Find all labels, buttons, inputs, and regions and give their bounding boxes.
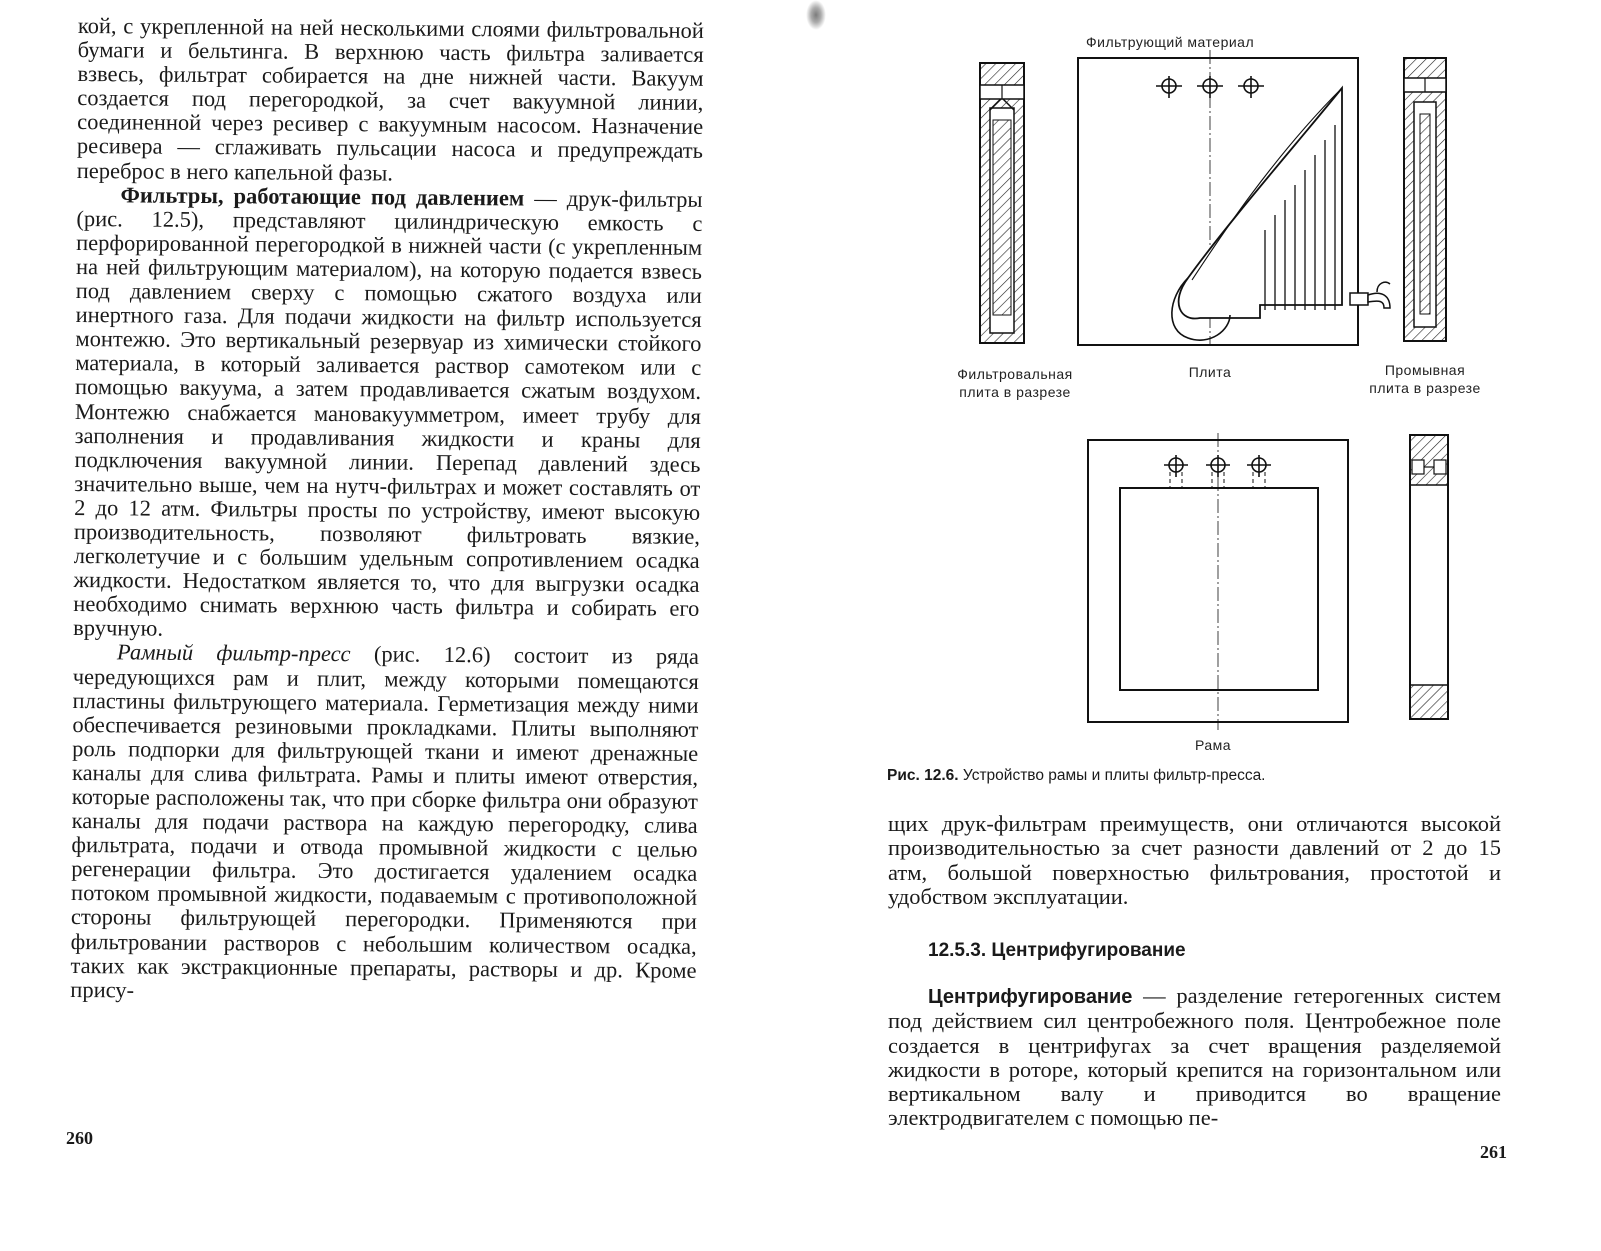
frame-drawing bbox=[1088, 433, 1348, 730]
paragraph: щих друк-фильтрам преимуществ, они отличаются высокой производительностью за счет разности давлений от 2 до 15 атм, большой поверхностью фильтрования, простотой и удобством эксплуатации. bbox=[888, 811, 1501, 909]
term-italic: Рамный фильтр-пресс bbox=[116, 639, 351, 667]
paragraph-text: (рис. 12.6) состоит из ряда чередующихся рам и плит, между которыми помещаются пластины фильтрующего материала. Герметизация между ними обеспечивается резиновыми прокладками. Плиты выполняют роль подпорки для фильтрующей ткани и имеют дренажные каналы для слива фильтрата. Рамы и плиты имеют отверстия, которые расположены так, что при сборке фильтра они образуют каналы для подачи раствора на каждую перегородку, слива фильтрата, подачи и отвода промывной жидкости с целью регенерации фильтра. Это достигается удалением осадка потоком промывной жидкости, подаваемым с противоположной стороны фильтрующей перегородки. Применяются при фильтровании растворов с небольшим количеством осадка, таких как экстракционные препараты, растворы и др. Кроме прису- bbox=[70, 641, 700, 1003]
label-washing-plate-1: Промывная bbox=[1384, 362, 1466, 378]
term-bold: Фильтры, работающие под давлением bbox=[120, 181, 525, 211]
paragraph bbox=[70, 640, 699, 1006]
paragraph-text: — друк-фильтры (рис. 12.5), представляют цилиндрическую емкость с перфорированной перегородкой в нижней части (с укрепленным на ней фильтрующим материалом), на которую подается взвесь под давлением сверху с помощью сжатого воздуха или инертного газа. Для подачи жидкости на фильтр используется монтежю. Это вертикальный резервуар из химически стойкого материала, в который заливается раствор самотеком или с помощью вакуума, а затем продавливается сжатым воздухом. Монтежю снабжается мановакуумметром, имеет трубу для заполнения и продавливания жидкости и краны для подключения вакуумной линии. Перепад давлений здесь значительно выше, чем на нутч-фильтрах и может составлять от 2 до 12 атм. Фильтры просты по устройству, имеют высокую производительность, позволяют фильтровать вязкие, легколетучие и с большим удельным сопротивлением осадка жидкости. Недостатком является то, что для выгрузки осадка необходимо снимать верхнюю часть фильтра и собирать его вручную. bbox=[73, 185, 703, 642]
paragraph: кой, с укрепленной на ней несколькими слоями фильтровальной бумаги и бельтинга. В верхнюю часть фильтра заливается взвесь, фильтрат собирается на дне нижней части. Вакуум создается под перегородкой, за счет вакуумной линии, соединенной через ресивер с вакуумным насосом. Назначение ресивера — сглаживать пульсации насоса и предупреждать переброс в него капельной фазы. bbox=[76, 13, 704, 186]
label-filter-plate-2: плита в разрезе bbox=[959, 384, 1071, 400]
page-number-right: 261 bbox=[1480, 1142, 1507, 1162]
left-page bbox=[0, 0, 800, 1251]
page-number-left: 260 bbox=[66, 1128, 93, 1148]
left-page-text bbox=[70, 14, 704, 1007]
label-frame: Рама bbox=[1194, 737, 1232, 753]
plate-drawing bbox=[1078, 50, 1390, 345]
paragraph-text: — разделение гетерогенных систем под действием сил центробежного поля. Центробежное поле создается в центрифугах за счет вращения разделяемой жидкости в роторе, который крепится на горизонтальном или вертикальном валу и приводится во вращение электродвигателем с помощью пе- bbox=[888, 983, 1501, 1131]
term-bold: Центрифугирование bbox=[928, 986, 1133, 1008]
figure-caption bbox=[887, 767, 1266, 785]
label-filter-plate-1: Фильтровальная bbox=[957, 366, 1073, 382]
label-washing-plate-2: плита в разрезе bbox=[1369, 380, 1481, 396]
frame-section-drawing bbox=[1410, 435, 1448, 719]
label-filter-material: Фильтрующий материал bbox=[1086, 34, 1255, 50]
caption-text: Устройство рамы и плиты фильтр-пресса. bbox=[958, 767, 1266, 784]
label-plate: Плита bbox=[1188, 364, 1232, 380]
washing-plate-section-drawing bbox=[1404, 58, 1446, 341]
paragraph bbox=[73, 183, 703, 646]
paragraph bbox=[888, 984, 1501, 1131]
section-heading: 12.5.3. Центрифугирование bbox=[928, 940, 1186, 961]
right-page-text-2 bbox=[888, 984, 1501, 1131]
filter-plate-section-drawing bbox=[980, 63, 1024, 343]
caption-label: Рис. 12.6. bbox=[887, 767, 959, 784]
right-page-text bbox=[888, 812, 1501, 909]
